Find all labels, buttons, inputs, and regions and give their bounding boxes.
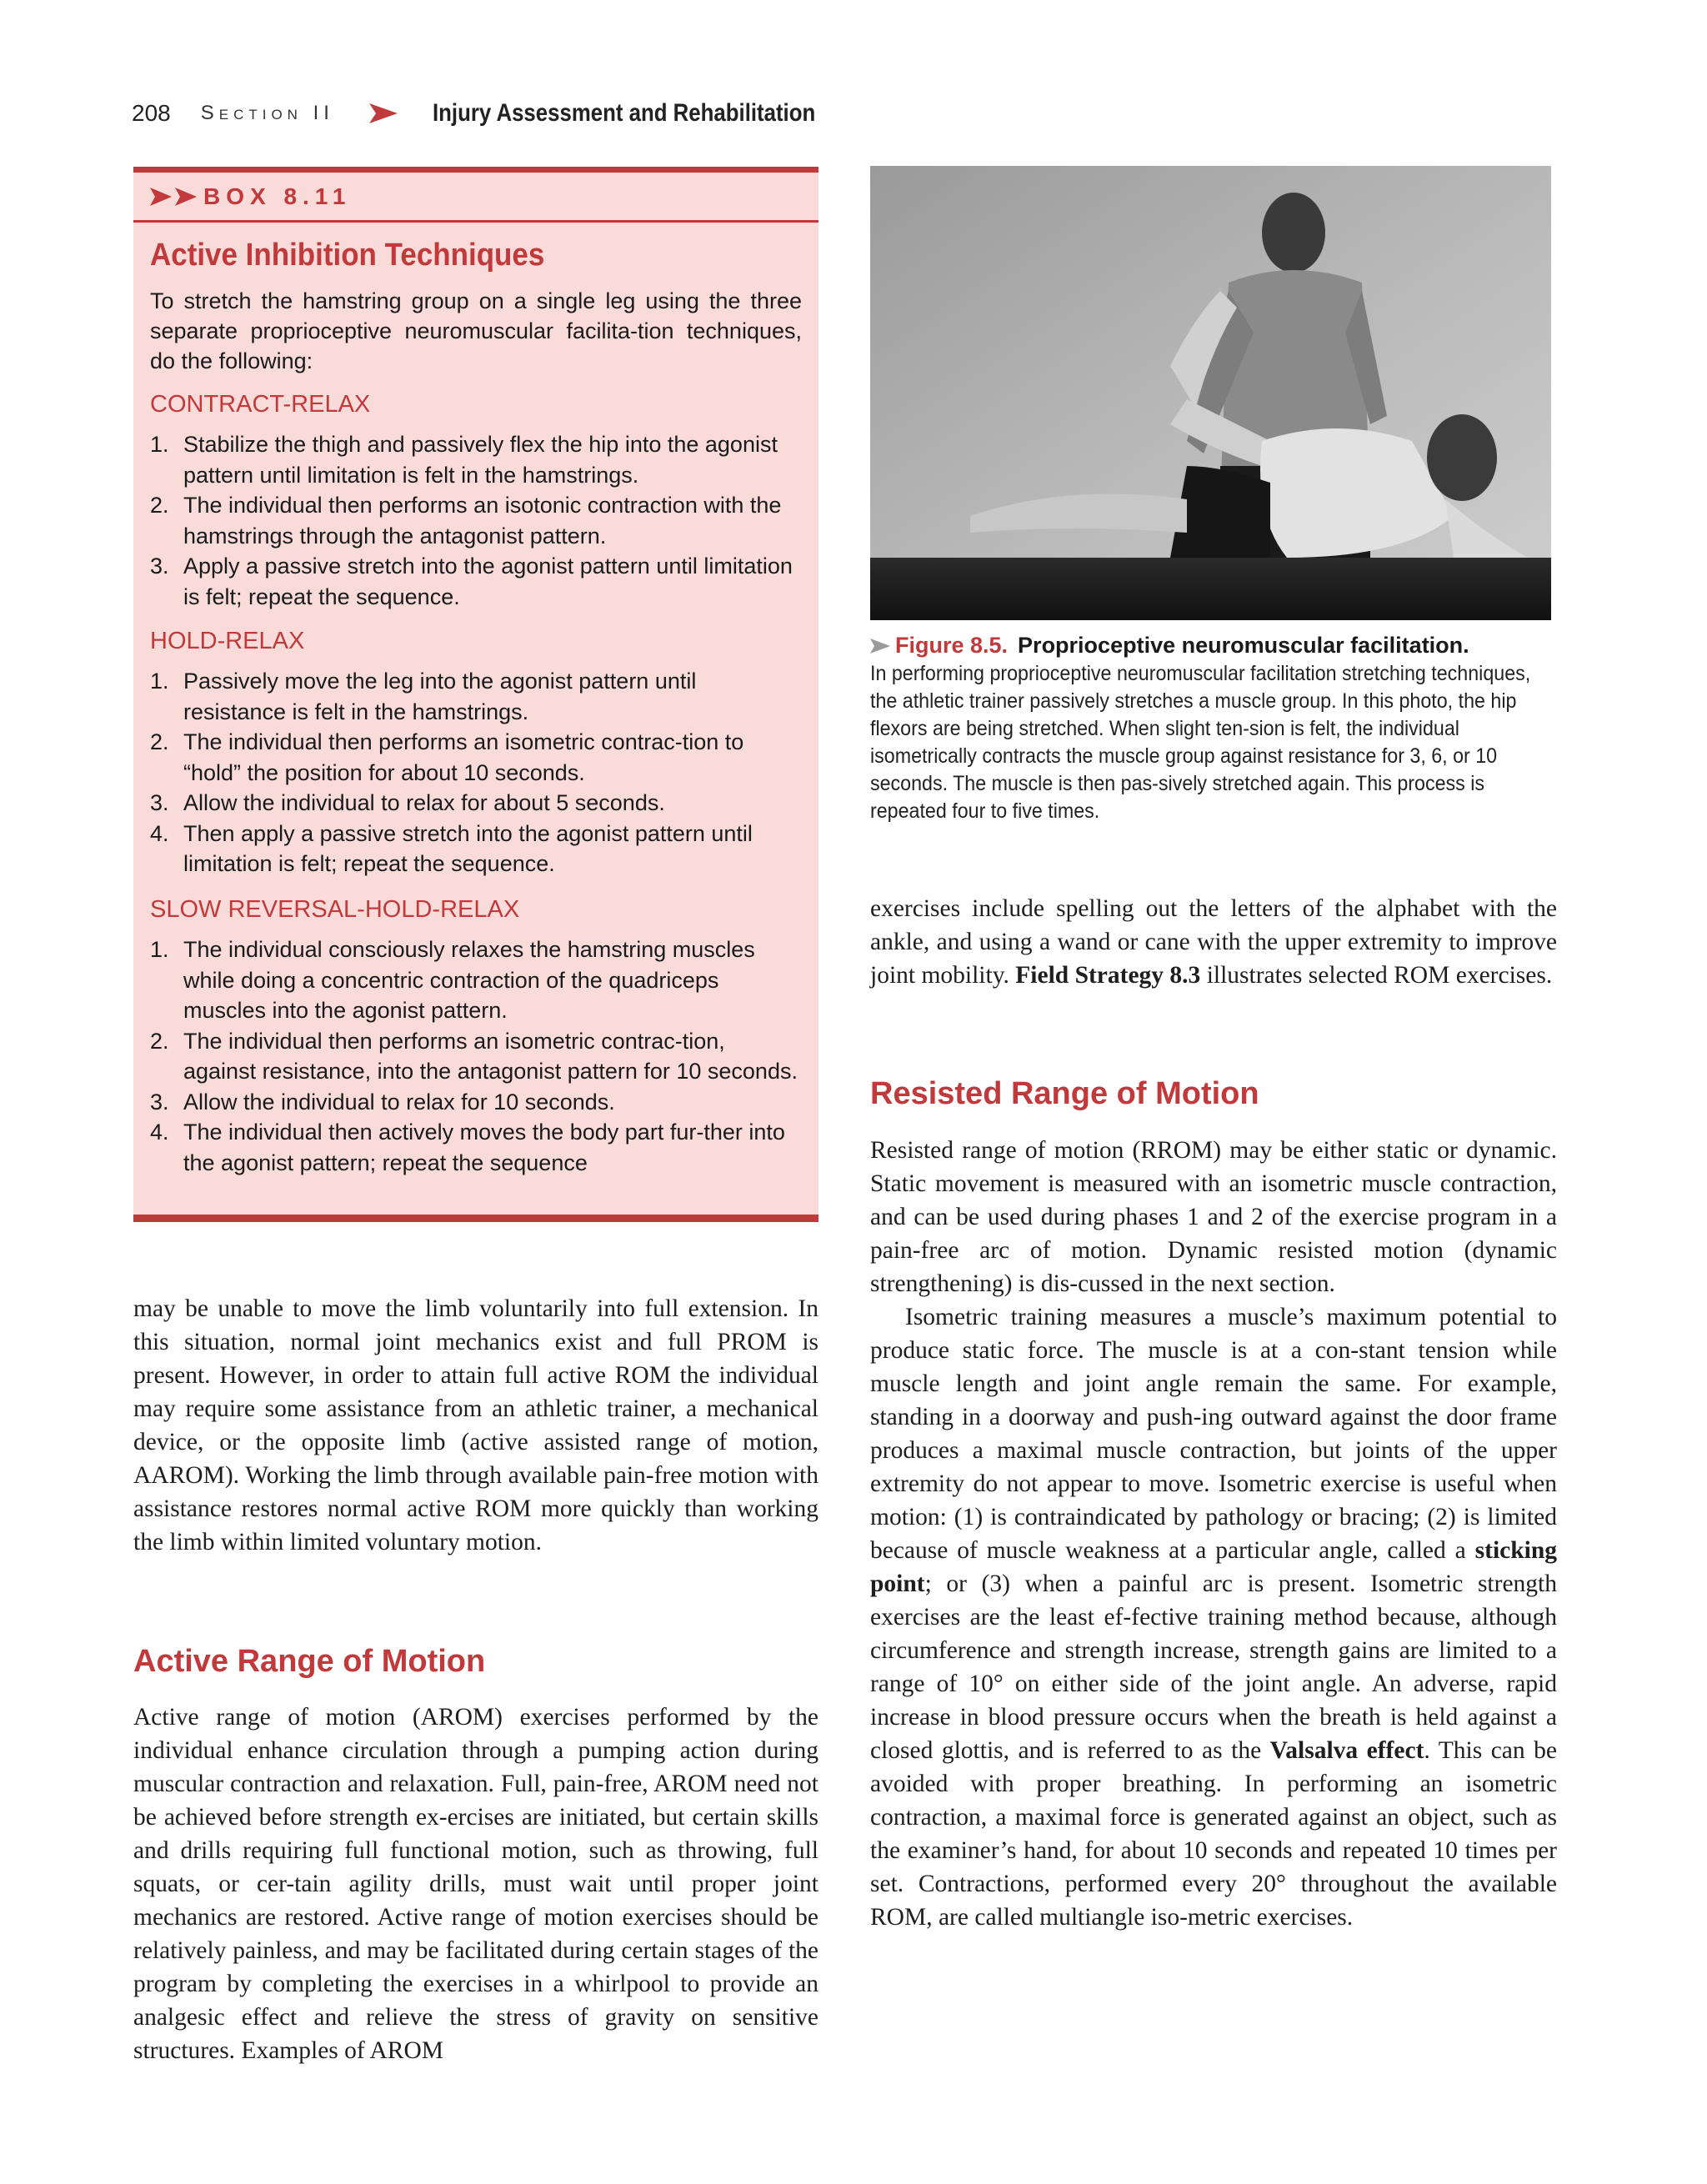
figure-label: Figure 8.5.: [895, 633, 1009, 658]
list-number: 1.: [150, 937, 169, 962]
text-run: illustrates selected ROM exercises.: [1200, 962, 1553, 989]
running-title: Injury Assessment and Rehabilitation: [432, 99, 816, 127]
slow-reversal-list: [150, 934, 802, 1178]
section-heading-arom: Active Range of Motion: [133, 1644, 486, 1679]
list-text: The individual then performs an isometric contrac-tion to “hold” the position for about 10 seconds.: [183, 729, 744, 785]
list-item: [150, 819, 802, 879]
list-number: 3.: [150, 790, 169, 815]
body-paragraph: [133, 1701, 818, 2067]
list-text: The individual then performs an isometric contrac-tion, against resistance, into the antagonist pattern for 10 seconds.: [183, 1028, 798, 1084]
running-header: [132, 97, 1549, 130]
arrowhead-icon: [369, 103, 398, 123]
caption-head: [870, 630, 1547, 660]
figure-photo: [870, 166, 1551, 620]
list-item: [150, 490, 802, 551]
key-term: sticking point: [870, 1537, 1557, 1597]
list-number: 2.: [150, 1028, 169, 1054]
box-subheading-hold-relax: HOLD-RELAX: [150, 628, 305, 654]
contract-relax-list: [150, 429, 802, 612]
paragraph-text: Active range of motion (AROM) exercises performed by the individual enhance circulation through a pumping action during muscular contraction and relaxation. Full, pain-free, AROM need not be achieved before strength ex-ercises are initiated, but certain skills and drills requiring full functional motion, such as throwing, full squats, or cer-tain agility drills, must wait until proper joint mechanics are restored. Active range of motion exercises should be relatively painless, and may be facilitated during certain stages of the program by completing the exercises in a whirlpool to provide an analgesic effect and relieve the stress of gravity on sensitive structures. Examples of AROM: [133, 1704, 818, 2064]
key-term: Valsalva effect: [1269, 1737, 1424, 1764]
list-text: Stabilize the thigh and passively flex the hip into the agonist pattern until limitation is felt in the hamstrings.: [183, 432, 778, 488]
list-item: [150, 1117, 802, 1178]
list-text: The individual then performs an isotonic contraction with the hamstrings through the antagonist pattern.: [183, 493, 782, 549]
list-number: 3.: [150, 1089, 169, 1115]
list-number: 3.: [150, 554, 169, 579]
box-subheading-slow-reversal: SLOW REVERSAL-HOLD-RELAX: [150, 896, 520, 923]
list-item: [150, 1026, 802, 1087]
body-paragraphs: [870, 1134, 1557, 1934]
arrowhead-icon: [870, 639, 890, 654]
box-label-row: [133, 173, 818, 223]
list-item: [150, 666, 802, 727]
list-text: Allow the individual to relax for 10 seconds.: [183, 1089, 615, 1115]
paragraph-text: may be unable to move the limb voluntarily into full extension. In this situation, normal joint mechanics exist and full PROM is present. However, in order to attain full active ROM the individual may require some assistance from an athletic trainer, a mechanical device, or the opposite limb (active assisted range of motion, AAROM). Working the limb through available pain-free motion with assistance restores normal active ROM more quickly than working the limb within limited voluntary motion.: [133, 1295, 818, 1555]
paragraph-text: Resisted range of motion (RROM) may be either static or dynamic. Static movement is measured with an isometric muscle contraction, and can be used during phases 1 and 2 of the exercise program in a pain-free arc of motion. Dynamic resisted motion (dynamic strengthening) is dis-cussed in the next section.: [870, 1137, 1557, 1297]
figure-caption-body: In performing proprioceptive neuromuscular facilitation stretching techniques, the athletic trainer passively stretches a muscle group. In this photo, the hip flexors are being stretched. When slight ten-sion is felt, the individual isometrically contracts the muscle group against resistance for 3, 6, or 10 seconds. The muscle is then pas-sively stretched again. This process is repeated four to five times.: [870, 662, 1531, 823]
figure-caption: [870, 630, 1547, 825]
body-paragraph: [133, 1292, 818, 1559]
list-item: [150, 1087, 802, 1118]
list-number: 1.: [150, 669, 169, 694]
list-item: [150, 551, 802, 612]
cross-reference: Field Strategy 8.3: [1015, 962, 1201, 989]
list-text: The individual consciously relaxes the hamstring muscles while doing a concentric contraction of the quadriceps muscles into the agonist pattern.: [183, 937, 755, 1023]
list-item: [150, 934, 802, 1026]
box-intro: To stretch the hamstring group on a single leg using the three separate proprioceptive neuromuscular facilita-tion techniques, do the following:: [150, 288, 802, 373]
list-text: Passively move the leg into the agonist pattern until resistance is felt in the hamstrings.: [183, 669, 697, 724]
page-number: 208: [132, 100, 171, 126]
list-number: 1.: [150, 432, 169, 457]
list-number: 2.: [150, 729, 169, 754]
section-heading-rrom: Resisted Range of Motion: [870, 1076, 1259, 1111]
list-text: The individual then actively moves the body part fur-ther into the agonist pattern; repeat the sequence: [183, 1120, 785, 1175]
text-run: Isometric training measures a muscle’s maximum potential to produce static force. The muscle is at a con-stant tension while muscle length and joint angle remain the same. For example, standing in a doorway and push-ing outward against the door frame produces a maximal muscle contraction, but joints of the upper extremity do not appear to move. Isometric exercise is useful when motion: (1) is contraindicated by pathology or bracing; (2) is limited because of muscle weakness at a particular angle, called a: [870, 1304, 1557, 1564]
list-number: 4.: [150, 1120, 169, 1145]
paragraph-text: [870, 892, 1557, 992]
list-item: [150, 429, 802, 490]
box-label: BOX 8.11: [203, 183, 352, 209]
figure-title: Proprioceptive neuromuscular facilitation.: [1018, 633, 1469, 658]
double-arrowhead-icon: [150, 188, 198, 206]
text-run: ; or (3) when a painful arc is present. Isometric strength exercises are the least ef-fective training method because, although circumference and strength increase, strength gains are limited to a range of 10° on either side of the joint angle. An adverse, rapid increase in blood pressure occurs when the breath is held against a closed glottis, and is referred to as the: [870, 1570, 1557, 1764]
list-item: [150, 788, 802, 819]
text-run: . This can be avoided with proper breathing. In performing an isometric contraction, a maximal force is generated against an object, such as the examiner’s hand, for about 10 seconds and repeated 10 times per set. Contractions, performed every 20° throughout the available ROM, are called multiangle iso-metric exercises.: [870, 1737, 1557, 1931]
list-text: Apply a passive stretch into the agonist pattern until limitation is felt; repeat the sequence.: [183, 554, 793, 609]
box-subheading-contract-relax: CONTRACT-RELAX: [150, 391, 371, 418]
text-run: exercises include spelling out the letters of the alphabet with the ankle, and using a wand or cane with the upper extremity to improve joint mobility.: [870, 895, 1557, 989]
box-8-11: [133, 167, 818, 1222]
section-label: Section II: [200, 102, 334, 124]
hold-relax-list: [150, 666, 802, 879]
paragraph-text: [870, 1300, 1557, 1934]
list-text: Then apply a passive stretch into the agonist pattern until limitation is felt; repeat the sequence.: [183, 820, 753, 876]
list-number: 2.: [150, 493, 169, 518]
list-item: [150, 727, 802, 788]
photo-illustration: [870, 166, 1551, 620]
body-paragraph: [870, 892, 1557, 992]
list-text: Allow the individual to relax for about 5 seconds.: [183, 790, 665, 815]
list-number: 4.: [150, 820, 169, 846]
box-title: Active Inhibition Techniques: [150, 238, 545, 273]
